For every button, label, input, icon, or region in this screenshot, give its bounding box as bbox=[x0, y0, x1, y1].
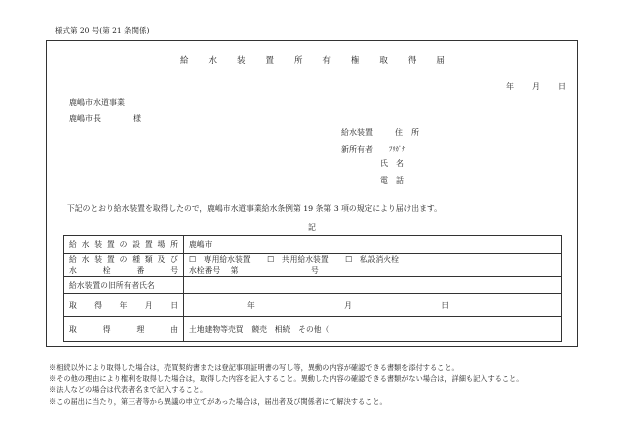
reason-field[interactable]: 土地建物等売買 競売 相続 その他（ bbox=[184, 317, 562, 342]
title-char: 権 bbox=[350, 56, 360, 66]
acq-date-label-char: 得 bbox=[94, 300, 103, 310]
acq-date-label-char: 取 bbox=[69, 300, 77, 310]
acq-date-label bbox=[64, 294, 184, 317]
reason-label-char: 取 bbox=[69, 324, 77, 334]
applicant-label-line2: 新所有者 bbox=[341, 145, 373, 154]
prev-owner-label: 給水装置の旧所有者氏名 bbox=[64, 277, 184, 294]
type-label-char: 水 bbox=[69, 266, 77, 275]
acq-date-field[interactable] bbox=[184, 294, 562, 317]
acq-date-label-char: 月 bbox=[144, 300, 153, 310]
type-label-char: の bbox=[119, 255, 128, 264]
addressee-honorific: 様 bbox=[133, 114, 141, 123]
submission-date bbox=[506, 81, 566, 92]
type-label-char: 装 bbox=[94, 255, 103, 264]
location-label-char: 設 bbox=[132, 240, 140, 249]
statement-text: 下記のとおり給水装置を取得したので，鹿嶋市水道事業給水条例第 19 条第 3 項の規定により届け出ます。 bbox=[67, 204, 442, 213]
reason-label-char: 理 bbox=[136, 324, 145, 334]
location-label-char: 給 bbox=[69, 240, 77, 249]
addressee-head bbox=[69, 113, 141, 124]
reason-label bbox=[64, 317, 184, 342]
title-char: 給 bbox=[180, 56, 189, 66]
title-char: 置 bbox=[265, 56, 274, 66]
option-dedicated-checkbox[interactable]: ☐ 専用給水装置 bbox=[189, 255, 251, 264]
notes bbox=[49, 362, 523, 407]
prev-owner-field[interactable] bbox=[184, 277, 562, 294]
applicant-address-field[interactable]: 住 所 bbox=[395, 128, 419, 137]
location-label-char: の bbox=[119, 240, 128, 249]
meter-number-prefix: 第 bbox=[230, 266, 239, 275]
type-label-char: 給 bbox=[69, 255, 77, 264]
table-row bbox=[64, 236, 562, 254]
title-char: 得 bbox=[407, 56, 417, 66]
form-number: 様式第 20 号(第 21 条関係) bbox=[55, 26, 150, 35]
note-item: ※この届出に当たり，第三者等から異議の申立てがあった場合は，届出者及び関係者にて解決すること。 bbox=[49, 396, 387, 406]
type-label-char: 号 bbox=[170, 266, 178, 275]
location-label-char: 場 bbox=[157, 240, 166, 249]
type-label-char: 栓 bbox=[102, 266, 111, 275]
meter-number-label: 水栓番号 bbox=[189, 266, 221, 275]
applicant-furigana-field[interactable]: ﾌﾘｶﾞﾅ bbox=[389, 145, 406, 153]
acq-date-label-char: 年 bbox=[119, 300, 128, 310]
title-char: 装 bbox=[236, 56, 246, 66]
location-label-char: 置 bbox=[144, 240, 153, 249]
addressee-head-name: 鹿嶋市長 bbox=[69, 114, 101, 123]
date-day: 日 bbox=[558, 82, 566, 91]
title-char: 有 bbox=[322, 56, 331, 66]
table-row bbox=[64, 277, 562, 294]
title-char: 水 bbox=[208, 56, 217, 66]
option-shared-checkbox[interactable]: ☐ 共用給水装置 bbox=[267, 255, 329, 264]
type-label bbox=[64, 254, 184, 277]
type-label-char: 及 bbox=[157, 255, 166, 264]
registration-table bbox=[63, 235, 562, 342]
applicant-name-field[interactable]: 氏 名 bbox=[380, 159, 404, 168]
applicant-phone-field[interactable]: 電 話 bbox=[380, 176, 404, 185]
location-label-char: 所 bbox=[170, 240, 178, 249]
note-item: ※その他の理由により権利を取得した場合は，取得した内容を記入すること。異動した内容の確認できる書類がない場合は，詳細も記入すること。 bbox=[49, 374, 524, 384]
applicant-label-line1: 給水装置 bbox=[341, 128, 373, 137]
location-label-char: 装 bbox=[94, 240, 103, 249]
reason-label-char: 得 bbox=[102, 324, 111, 334]
type-field bbox=[184, 254, 562, 277]
table-row bbox=[64, 254, 562, 277]
location-label-char: 水 bbox=[81, 240, 90, 249]
date-year: 年 bbox=[506, 82, 514, 91]
meter-number-unit: 号 bbox=[310, 266, 319, 275]
addressee-org: 鹿嶋市水道事業 bbox=[69, 98, 125, 107]
acq-day: 日 bbox=[441, 300, 449, 310]
acq-month: 月 bbox=[344, 300, 352, 310]
table-row bbox=[64, 294, 562, 317]
acq-date-label-char: 日 bbox=[170, 300, 178, 310]
note-item: ※法人などの場合は代表者名まで記入すること。 bbox=[49, 385, 208, 395]
type-label-char: 置 bbox=[106, 255, 115, 264]
type-label-char: 類 bbox=[144, 255, 153, 264]
type-label-char: び bbox=[170, 255, 178, 264]
location-label-char: 置 bbox=[106, 240, 115, 249]
note-item: ※相続以外により取得した場合は，売買契約書または登記事項証明書の写し等，異動の内容が確認できる書類を添付すること。 bbox=[49, 363, 459, 372]
date-month: 月 bbox=[532, 82, 540, 91]
option-hydrant-checkbox[interactable]: ☐ 私設消火栓 bbox=[345, 255, 399, 264]
table-row bbox=[64, 317, 562, 342]
location-field[interactable]: 鹿嶋市 bbox=[184, 236, 562, 254]
ki-heading: 記 bbox=[308, 223, 316, 232]
title-char: 所 bbox=[293, 56, 303, 66]
type-label-char: 水 bbox=[81, 255, 90, 264]
title-char: 届 bbox=[436, 56, 445, 66]
title-char: 取 bbox=[379, 56, 388, 66]
acq-year: 年 bbox=[247, 300, 255, 310]
reason-label-char: 由 bbox=[170, 324, 178, 334]
location-label bbox=[64, 236, 184, 254]
type-label-char: 種 bbox=[132, 255, 140, 264]
form-title bbox=[180, 54, 445, 66]
type-label-char: 番 bbox=[136, 266, 145, 275]
